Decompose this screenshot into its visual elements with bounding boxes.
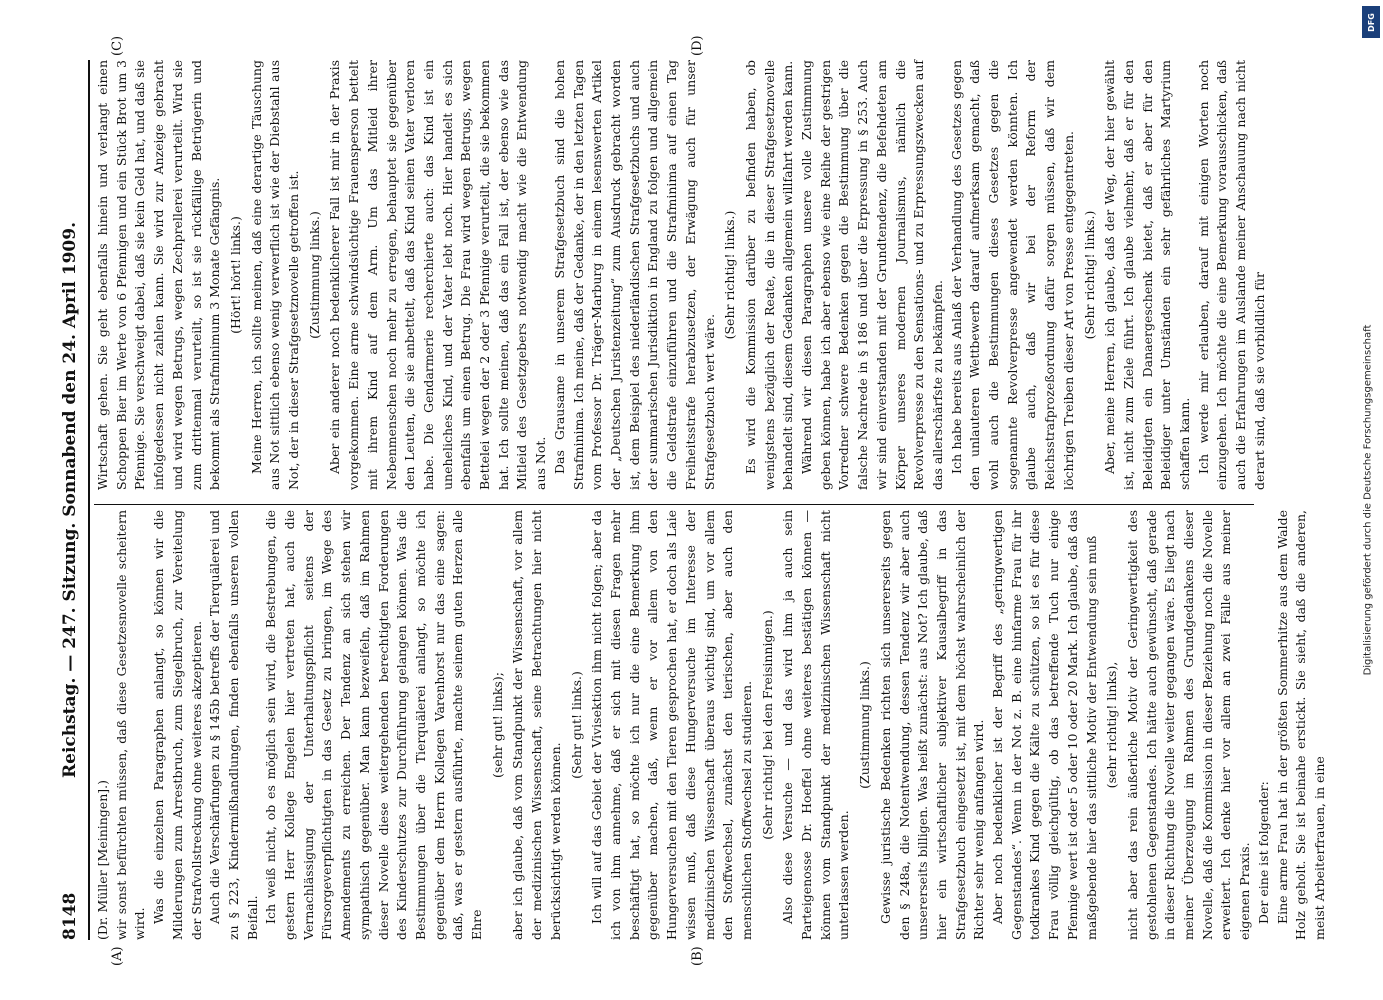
interjection: (Zustimmung links.) [857,661,873,789]
interjection: (Sehr richtig! bei den Freisinnigen.) [759,610,775,840]
paragraph: Das Grausame in unserem Strafgesetzbuch sind die hohen Strafminima. Ich meine, daß der Gedanke, der in den letzten Tagen vom Professor Dr. Träger-Marburg in einem lesenswerten Artikel der „Deutschen Juristenzeitung“ zum Ausdruck gebracht worden ist, dem Beispiel des niederländischen Strafgesetzbuchs und auch der summarischen Jurisdiktion in England zu folgen und allgemein die Geldstrafe einzuführen und die Strafminima auf einen Tag Freiheitsstrafe herabzusetzen, der Erwägung auch für unser Strafgesetzbuch wert wäre. [551,60,717,490]
margin-mark-b: (B) [690,946,705,966]
paragraph: Ich weiß nicht, ob es möglich sein wird, die Bestrebungen, die gestern Herr Kollege Engelen hier vertreten hat, auch die Vernachlässigung der Unterhaltungspflicht seitens der Fürsorgeverpflichtigten in das Gesetz zu bringen, im Wege des Amendements zu erreichen. Der Tendenz an sich stehen wir sympathisch gegenüber. Man kann bezweifeln, daß im Rahmen dieser Novelle diese weitergehenden berechtigten Forderungen des Kinderschutzes zur Durchführung gelangen können. Was die Bestimmungen über die Tierquälerei anlangt, so möchte ich gegenüber dem Herrn Kollegen Varenhorst nur das eine sagen: daß, was er gestern ausführte, machte seinem guten Herzen alle Ehre [263,510,485,940]
page-header [60,60,86,940]
digitization-credit: Digitalisierung gefördert durch die Deutsche Forschungsgemeinschaft [1362,324,1374,676]
paragraph: Aber noch bedenklicher ist der Begriff des „geringwertigen Gegenstandes“. Wenn in der Not z. B. eine hinfarme Frau für ihr todkrankes Kind gegen die Kälte zu schützen, so ist es für diese Frau völlig gleichgültig, ob das betreffende Tuch nur einige Pfennige wert ist oder 5 oder 10 oder 20 Mark. Ich glaube, daß das maßgebende hier das sittliche Motiv der Entwendung sein muß [990,510,1099,940]
paragraph: Aber ein anderer noch bedenklicherer Fall ist mir in der Praxis vorgekommen. Eine arme schwindsüchtige Frauensperson bettelt mit ihrem Kind auf dem Arm. Um das Mitleid ihrer Nebenmenschen noch mehr zu erregen, behauptet sie gegenüber den Leuten, die sie anbettelt, daß das Kind seinen Vater verloren habe. Die Gendarmerie recherchierte auch: das Kind ist ein uneheliches Kind, und der Vater lebt noch. Hier handelt es sich ebenfalls um einen Betrug. Die Frau wird wegen Betrugs, wegen Bettelei wegen der 2 oder 3 Pfennige verurteilt, die sie bekommen hat. Ich sollte meinen, daß das ein Fall ist, der ebenso wie das Mitleid des Gesetzgebers notwendig macht wie die Entwendung aus Not. [327,60,549,490]
paragraph: Wirtschaft gehen. Sie geht ebenfalls hinein und verlangt einen Schoppen Bier im Werte von 6 Pfennigen und ein Stück Brot um 3 Pfennige. Sie verschweigt dabei, daß sie kein Geld hat, und daß sie infolgedessen nicht zahlen kann. Sie wird zur Anzeige gebracht und wird wegen Betrugs, wegen Zechprellerei verurteilt. Wird sie zum drittenmal verurteilt, so ist sie rückfällige Betrügerin und bekommt als Strafminimum 3 Monate Gefängnis. [95,60,223,490]
right-column [94,60,1274,490]
page-number: 8148 [60,892,80,940]
dfg-logo [1362,6,1380,38]
speaker-label: (Dr. Müller [Meiningen].) [95,780,110,940]
paragraph: Aber, meine Herren, ich glaube, daß der Weg, der hier gewählt ist, nicht zum Ziele führt. Ich glaube vielmehr, daß er für den Beleidigten ein Danaergeschenk bietet, daß er aber für den Beleidiger unter Umständen ein sehr gefährliches Martyrium schaffen kann. [1102,60,1193,490]
paragraph: Ich will auf das Gebiet der Vivisektion ihm nicht folgen; aber da ich von ihm annehme, daß er sich mit diesen Fragen mehr beschäftigt hat, so möchte ich nur die eine Bemerkung ihm gegenüber machen, daß, wenn er vor allem von den Hungerversuchen mit den Tieren gesprochen hat, er doch als Laie wissen muß, daß diese Hungerversuche im Interesse der medizinischen Wissenschaft überaus wichtig sind, um vor allem den Stoffwechsel, zunächst den tierischen, aber auch den menschlichen Stoffwechsel zu studieren. [589,510,754,940]
margin-mark-a: (A) [110,946,125,966]
paragraph: Ich werde mir erlauben, darauf mit einigen Worten noch einzugehen. Ich möchte die eine Bemerkung vorausschicken, daß auch die Erfahrungen im Auslande meiner Anschauung nach nicht derart sind, daß sie vorbildlich für [1195,60,1267,490]
paragraph: Gewisse juristische Bedenken richten sich unsererseits gegen den § 248a, die Notentwendung, dessen Tendenz wir aber auch unsererseits billigen. Was heißt zunächst: aus Not? Ich glaube, daß hier ein wirtschaftlicher subjektiver Kausalbegriff in das Strafgesetzbuch eingesetzt ist, mit dem höchst wahrscheinlich der Richter sehr wenig anfangen wird. [877,510,987,940]
interjection: (sehr gut! links); [489,672,505,778]
dfg-logo-text: DFG [1366,12,1376,32]
header-rule [88,60,90,940]
paragraph: Eine arme Frau hat in der größten Sommerhitze aus dem Walde Holz geholt. Sie ist beinahe erstickt. Sie sieht, daß die anderen, meist Arbeiterfrauen, in eine [1274,510,1327,940]
paragraph: nicht aber das rein äußerliche Motiv der Geringwertigkeit des gestohlenen Gegenstandes. Ich hätte auch gewünscht, daß gerade in dieser Richtung die Novelle weiter gegangen wäre. Es liegt nach meiner Überzeugung im Rahmen des Grundgedankens dieser Novelle, daß die Kommission in dieser Beziehung noch die Novelle erweitert. Ich denke hier vor allem an zwei Fälle aus meiner eigenen Praxis. [1124,510,1253,940]
interjection: (Sehr richtig! links.) [722,210,738,340]
interjection: (Hört! hört! links.) [227,216,243,334]
interjection: (Zustimmung links.) [306,211,322,339]
left-column [94,510,1327,940]
interjection: (sehr richtig! links), [1104,661,1120,789]
paragraph: Während wir diesen Paragraphen unsere volle Zustimmung geben können, habe ich aber ebenso wie eine Reihe der gestrigen Vorredner schwere Bedenken gegen die Bestimmung über die falsche Nachrede in § 186 und über die Erpressung in § 253. Auch wir sind einverstanden mit der Grundtendenz, die Befehdeten am Körper unseres modernen Journalismus, nämlich die Revolverpresse zu den Sensations- und zu Erpressungszwecken auf das allerschärfste zu bekämpfen. [799,60,945,490]
paragraph: Der eine ist folgender: [1255,781,1271,924]
paragraph: Also diese Versuche — und das wird ihm ja auch sein Parteigenosse Dr. Hoeffel ohne weiteres bestätigen können — können vom Standpunkt der medizinischen Wissenschaft nicht unterlassen werden. [780,510,852,940]
paragraph: Ich habe bereits aus Anlaß der Verhandlung des Gesetzes gegen den unlauteren Wettbewerb darauf aufmerksam gemacht, daß wohl auch die Bestimmungen dieses Gesetzes gegen die sogenannte Revolverpresse angewendet werden könnten. Ich glaube auch, daß wir bei der Reform der Reichsstrafprozeßordnung dafür sorgen müssen, daß wir dem löchrigen Treiben dieser Art von Presse entgegentreten. [948,60,1076,490]
paragraph: Auch die Verschärfungen zu § 145b betreffs der Tierquälerei und zu § 223, Kindermißhandlungen, finden ebenfalls unseren vollen Beifall. [207,510,260,940]
paragraph: Meine Herren, ich sollte meinen, daß eine derartige Täuschung aus Not sittlich ebenso wenig verwerflich ist wie der Diebstahl aus Not, der in dieser Strafgesetznovelle getroffen ist. [248,60,302,490]
paragraph: Es wird die Kommission darüber zu befinden haben, ob wenigstens bezüglich der Reate, die in dieser Strafgesetznovelle behandelt sind, diesem Gedanken allgemein willfahrt werden kann. [742,60,796,490]
paragraph: Was die einzelnen Paragraphen anlangt, so können wir die Milderungen zum Arrestbruch, zum Siegelbruch, zur Vereitelung der Strafvollstreckung ohne weiteres akzeptieren. [151,510,204,940]
paragraph: wir sonst befürchten müssen, daß diese Gesetzesnovelle scheitern wird. [113,510,148,940]
margin-mark-d: (D) [690,35,705,56]
page-title: Reichstag. — 247. Sitzung. Sonnabend den 24. April 1909. [60,222,80,778]
column-divider [94,504,1254,505]
interjection: (Sehr gut! links.) [568,671,584,779]
interjection: (Sehr richtig! links.) [1081,210,1097,340]
margin-mark-c: (C) [110,35,125,56]
paragraph: aber ich glaube, daß vom Standpunkt der Wissenschaft, vor allem der medizinischen Wissenschaft, seine Betrachtungen hier nicht berücksichtigt werden können. [510,510,563,940]
